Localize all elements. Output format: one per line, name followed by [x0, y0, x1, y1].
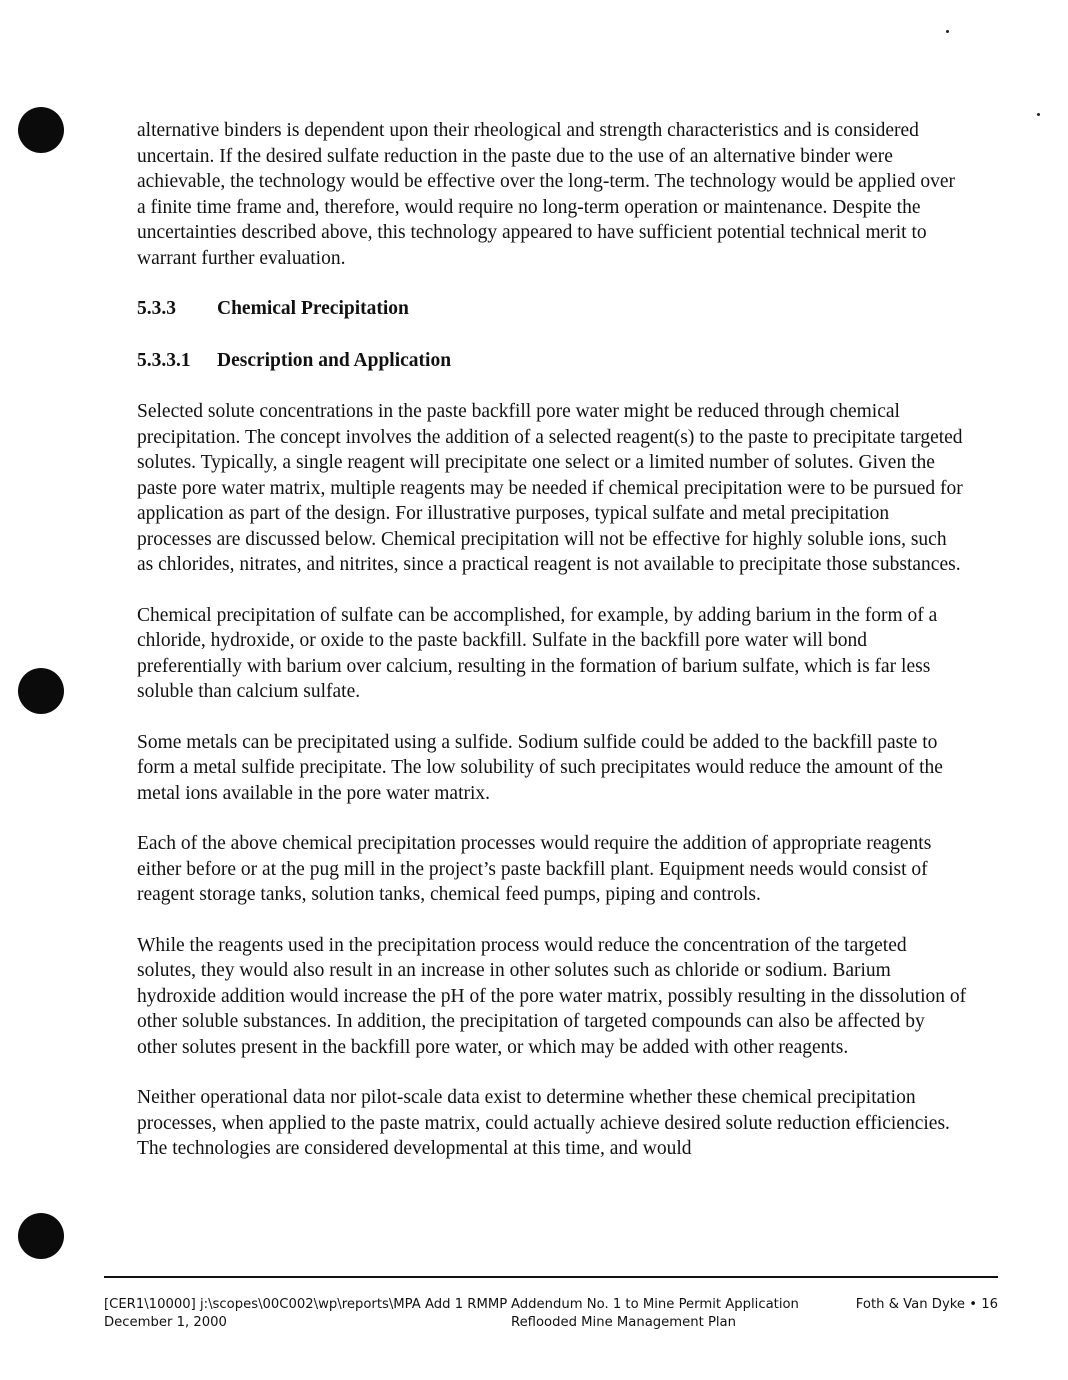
paragraph: Each of the above chemical precipitation processes would require the addition of appropriate reagents either before or at the pug mill in the project’s paste backfill plant. Equipment needs would consist of reagent storage tanks, solution tanks, chemical feed pumps, piping and controls.: [137, 833, 932, 905]
paragraph: Some metals can be precipitated using a sulfide. Sodium sulfide could be added to the backfill paste to form a metal sulfide precipitate. The low solubility of such precipitates would reduce the amount of the metal ions available in the pore water matrix.: [137, 731, 943, 804]
binder-hole: [18, 1213, 64, 1259]
body-text: [137, 118, 967, 1187]
binder-hole: [18, 668, 64, 714]
subsection-title: Description and Application: [217, 349, 452, 371]
section-number: 5.3.3: [137, 298, 176, 319]
section-heading: [137, 296, 967, 322]
footer-date: December 1, 2000: [104, 1315, 227, 1330]
footer-left: [104, 1296, 507, 1332]
paragraph: alternative binders is dependent upon their rheological and strength characteristics and is considered uncertain. If the desired sulfate reduction in the paste due to the use of an alternative binder were achievable, the technology would be effective over the long-term. The technology would be applied over a finite time frame and, therefore, would require no long-term operation or maintenance. Despite the uncertainties described above, this technology appeared to have sufficient potential technical merit to warrant further evaluation.: [137, 120, 956, 269]
footer-document-subtitle: Reflooded Mine Management Plan: [511, 1315, 736, 1330]
binder-hole: [18, 107, 64, 153]
paragraph: Selected solute concentrations in the paste backfill pore water might be reduced through chemical precipitation. The concept involves the addition of a selected reagent(s) to the paste to precipitate targeted solutes. Typically, a single reagent will precipitate one select or a limited number of solutes. Given the paste pore water matrix, multiple reagents may be needed if chemical precipitation were to be pursued for application as part of the design. For illustrative purposes, typical sulfate and metal precipitation processes are discussed below. Chemical precipitation will not be effective for highly soluble ions, such as chlorides, nitrates, and nitrites, since a practical reagent is not available to precipitate those substances.: [137, 401, 963, 575]
paragraph: While the reagents used in the precipitation process would reduce the concentration of the targeted solutes, they would also result in an increase in other solutes such as chloride or sodium. Barium hydroxide addition would increase the pH of the pore water matrix, possibly resulting in the dissolution of other soluble substances. In addition, the precipitation of targeted compounds can also be affected by other solutes present in the backfill pore water, or which may be added with other reagents.: [137, 934, 967, 1058]
footer-divider: [104, 1276, 998, 1278]
footer-file-reference: [CER1\10000] j:\scopes\00C002\wp\reports\MPA Add 1 RMMP: [104, 1297, 508, 1312]
footer-document-title: Addendum No. 1 to Mine Permit Application: [511, 1297, 799, 1312]
scan-speck: [1037, 113, 1040, 116]
scan-speck: [946, 30, 949, 33]
footer-company-page: Foth & Van Dyke • 16: [855, 1297, 998, 1312]
subsection-number: 5.3.3.1: [137, 349, 191, 371]
section-title: Chemical Precipitation: [217, 298, 409, 319]
footer-right: [856, 1296, 998, 1314]
paragraph: Neither operational data nor pilot-scale data exist to determine whether these chemical precipitation processes, when applied to the paste matrix, could actually achieve desired solute reduction efficiencies. The technologies are considered developmental at this time, and would: [137, 1087, 950, 1159]
paragraph: Chemical precipitation of sulfate can be accomplished, for example, by adding barium in the form of a chloride, hydroxide, or oxide to the paste backfill. Sulfate in the backfill pore water will bond preferentially with barium over calcium, resulting in the formation of barium sulfate, which is far less soluble than calcium sulfate.: [137, 604, 938, 702]
subsection-heading: [137, 348, 967, 374]
footer-center: [511, 1296, 799, 1332]
